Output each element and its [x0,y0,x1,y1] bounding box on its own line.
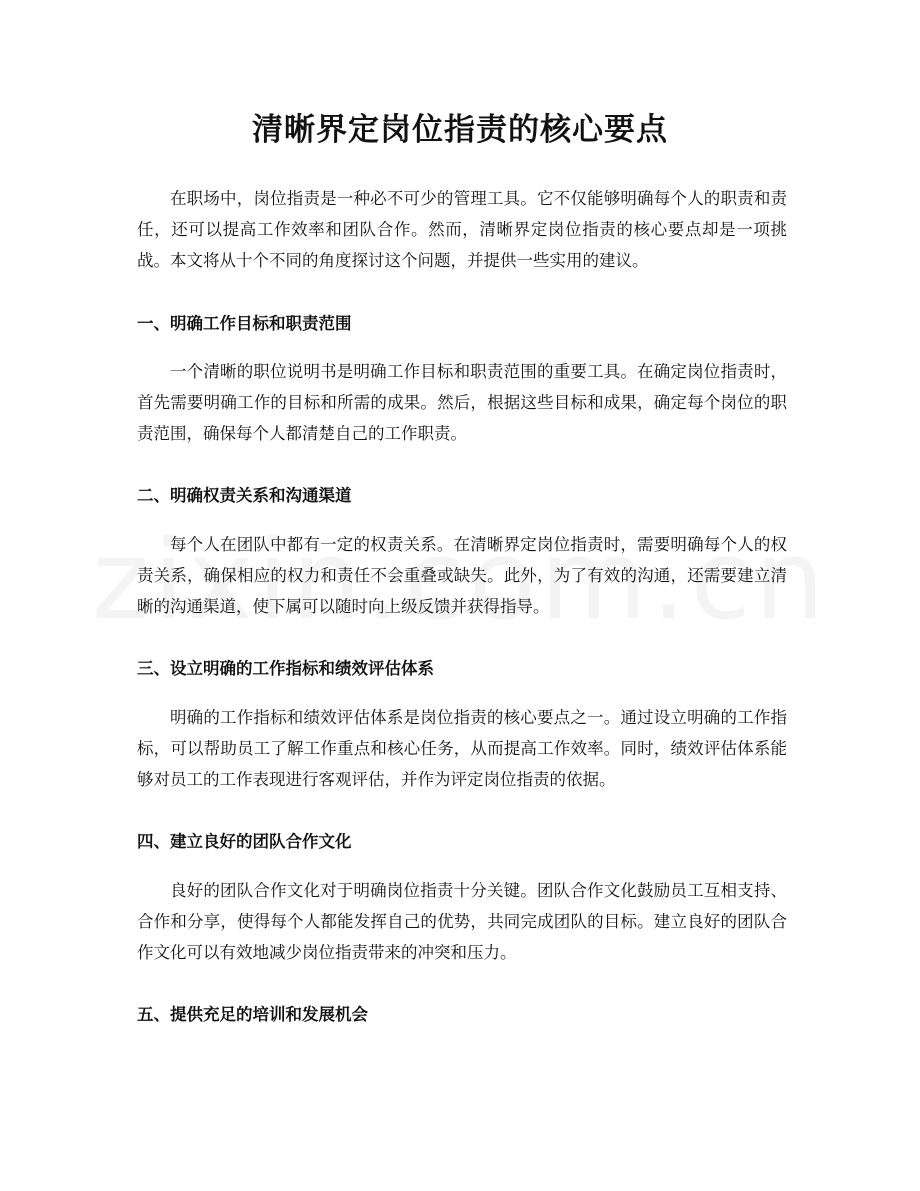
section-1-heading: 一、明确工作目标和职责范围 [137,314,352,333]
section-4-heading: 四、建立良好的团队合作文化 [137,832,352,851]
section-1-body: 一个清晰的职位说明书是明确工作目标和职责范围的重要工具。在确定岗位指责时，首先需要明确工作的目标和所需的成果。然后，根据这些目标和成果，确定每个岗位的职责范围，确保每个人都清楚自己的工作职责。 [137,362,787,443]
section-2-heading: 二、明确权责关系和沟通渠道 [137,486,352,505]
document-title: 清晰界定岗位指责的核心要点 [252,112,668,148]
section-2-body: 每个人在团队中都有一定的权责关系。在清晰界定岗位指责时，需要明确每个人的权责关系，确保相应的权力和责任不会重叠或缺失。此外，为了有效的沟通，还需要建立清晰的沟通渠道，使下属可以随时向上级反馈并获得指导。 [137,535,787,616]
intro-paragraph: 在职场中，岗位指责是一种必不可少的管理工具。它不仅能够明确每个人的职责和责任，还可以提高工作效率和团队合作。然而，清晰界定岗位指责的核心要点却是一项挑战。本文将从十个不同的角度探讨这个问题，并提供一些实用的建议。 [137,189,787,270]
section-5-heading: 五、提供充足的培训和发展机会 [137,1005,368,1024]
section-3-heading: 三、设立明确的工作指标和绩效评估体系 [137,659,434,678]
section-3-body: 明确的工作指标和绩效评估体系是岗位指责的核心要点之一。通过设立明确的工作指标，可以帮助员工了解工作重点和核心任务，从而提高工作效率。同时，绩效评估体系能够对员工的工作表现进行客观评估，并作为评定岗位指责的依据。 [137,708,787,789]
section-4-body: 良好的团队合作文化对于明确岗位指责十分关键。团队合作文化鼓励员工互相支持、合作和分享，使得每个人都能发挥自己的优势，共同完成团队的目标。建立良好的团队合作文化可以有效地减少岗位指责带来的冲突和压力。 [137,881,787,962]
